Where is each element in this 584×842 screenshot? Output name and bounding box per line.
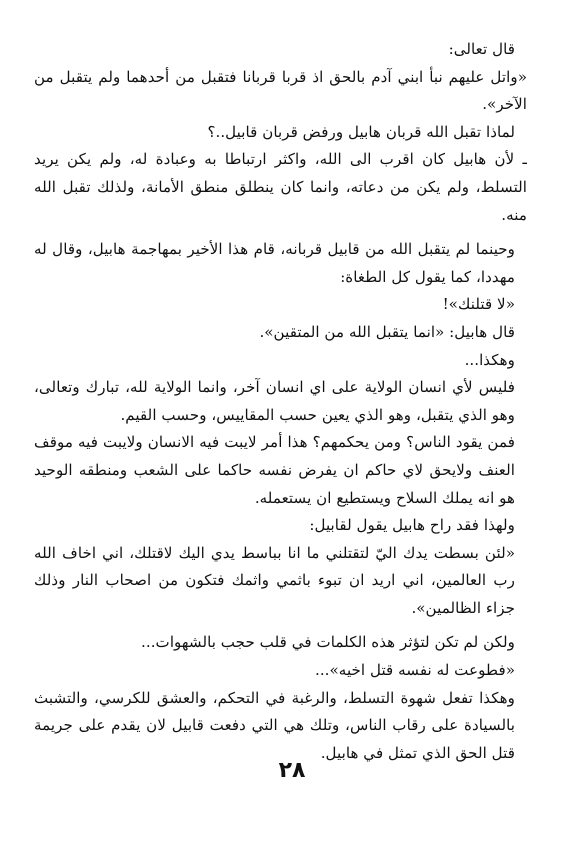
quran-verse-paragraph: «فطوعت له نفسه قتل اخيه»... [315, 661, 515, 680]
paragraph: ولكن لم تكن لتؤثر هذه الكلمات في قلب حجب بالشهوات... [141, 633, 515, 652]
paragraph: قال هابيل: «انما يتقبل الله من المتقين». [259, 322, 515, 341]
paragraph: وحينما لم يتقبل الله من قابيل قربانه، قام هذا الأخير بمهاجمة هابيل، وقال له مهددا، كما يقول كل الطغاة: [34, 240, 515, 286]
page-number: ٢٨ [278, 758, 306, 783]
quran-verse-paragraph: «لئن بسطت يدك اليّ لتقتلني ما انا بباسط يدي اليك لاقتلك، اني اخاف الله رب العالمين، اني اريد ان تبوء باثمي واثمك فتكون من اصحاب النار وذلك جزاء الظالمين». [34, 543, 515, 617]
quran-verse-paragraph: «واتل عليهم نبأ ابني آدم بالحق اذ قربا قربانا فتقبل من أحدهما ولم يتقبل من الآخر». [34, 67, 527, 114]
paragraph: ولهذا فقد راح هابيل يقول لقابيل: [309, 516, 515, 535]
paragraph: فليس لأي انسان الولاية على اي انسان آخر، وانما الولاية لله، تبارك وتعالى، وهو الذي يتقبل، وهو الذي يعين حسب المقاييس، وحسب القيم. [34, 378, 515, 424]
paragraph: ـ لأن هابيل كان اقرب الى الله، واكثر ارتباطا به وعبادة له، ولم يكن يريد التسلط، ولم يكن من دعاته، وانما كان ينطلق منطق الأمانة، ولذلك تقبل الله منه. [34, 150, 527, 224]
paragraph: لماذا تقبل الله قربان هابيل ورفض قربان قابيل..؟ [207, 122, 515, 141]
paragraph: وهكذا تفعل شهوة التسلط، والرغبة في التحكم، والعشق للكرسي، والتشبث بالسيادة على رقاب الناس، وتلك هي التي دفعت قابيل لان يقدم على جريمة قتل الحق الذي تمثل في هابيل. [34, 688, 515, 762]
body-text [34, 36, 527, 767]
paragraph: «لا قتلنك»! [442, 295, 515, 314]
paragraph: فمن يقود الناس؟ ومن يحكمهم؟ هذا أمر لايبت فيه الانسان ولايبت فيه موقف العنف ولايحق لاي حاكم ان يفرض نفسه حاكما على الشعب ومنطقه الوحيد هو انه يملك السلاح ويستطيع ان يستعمله. [34, 433, 515, 507]
paragraph: وهكذا... [464, 350, 515, 369]
paragraph: قال تعالى: [448, 40, 515, 58]
